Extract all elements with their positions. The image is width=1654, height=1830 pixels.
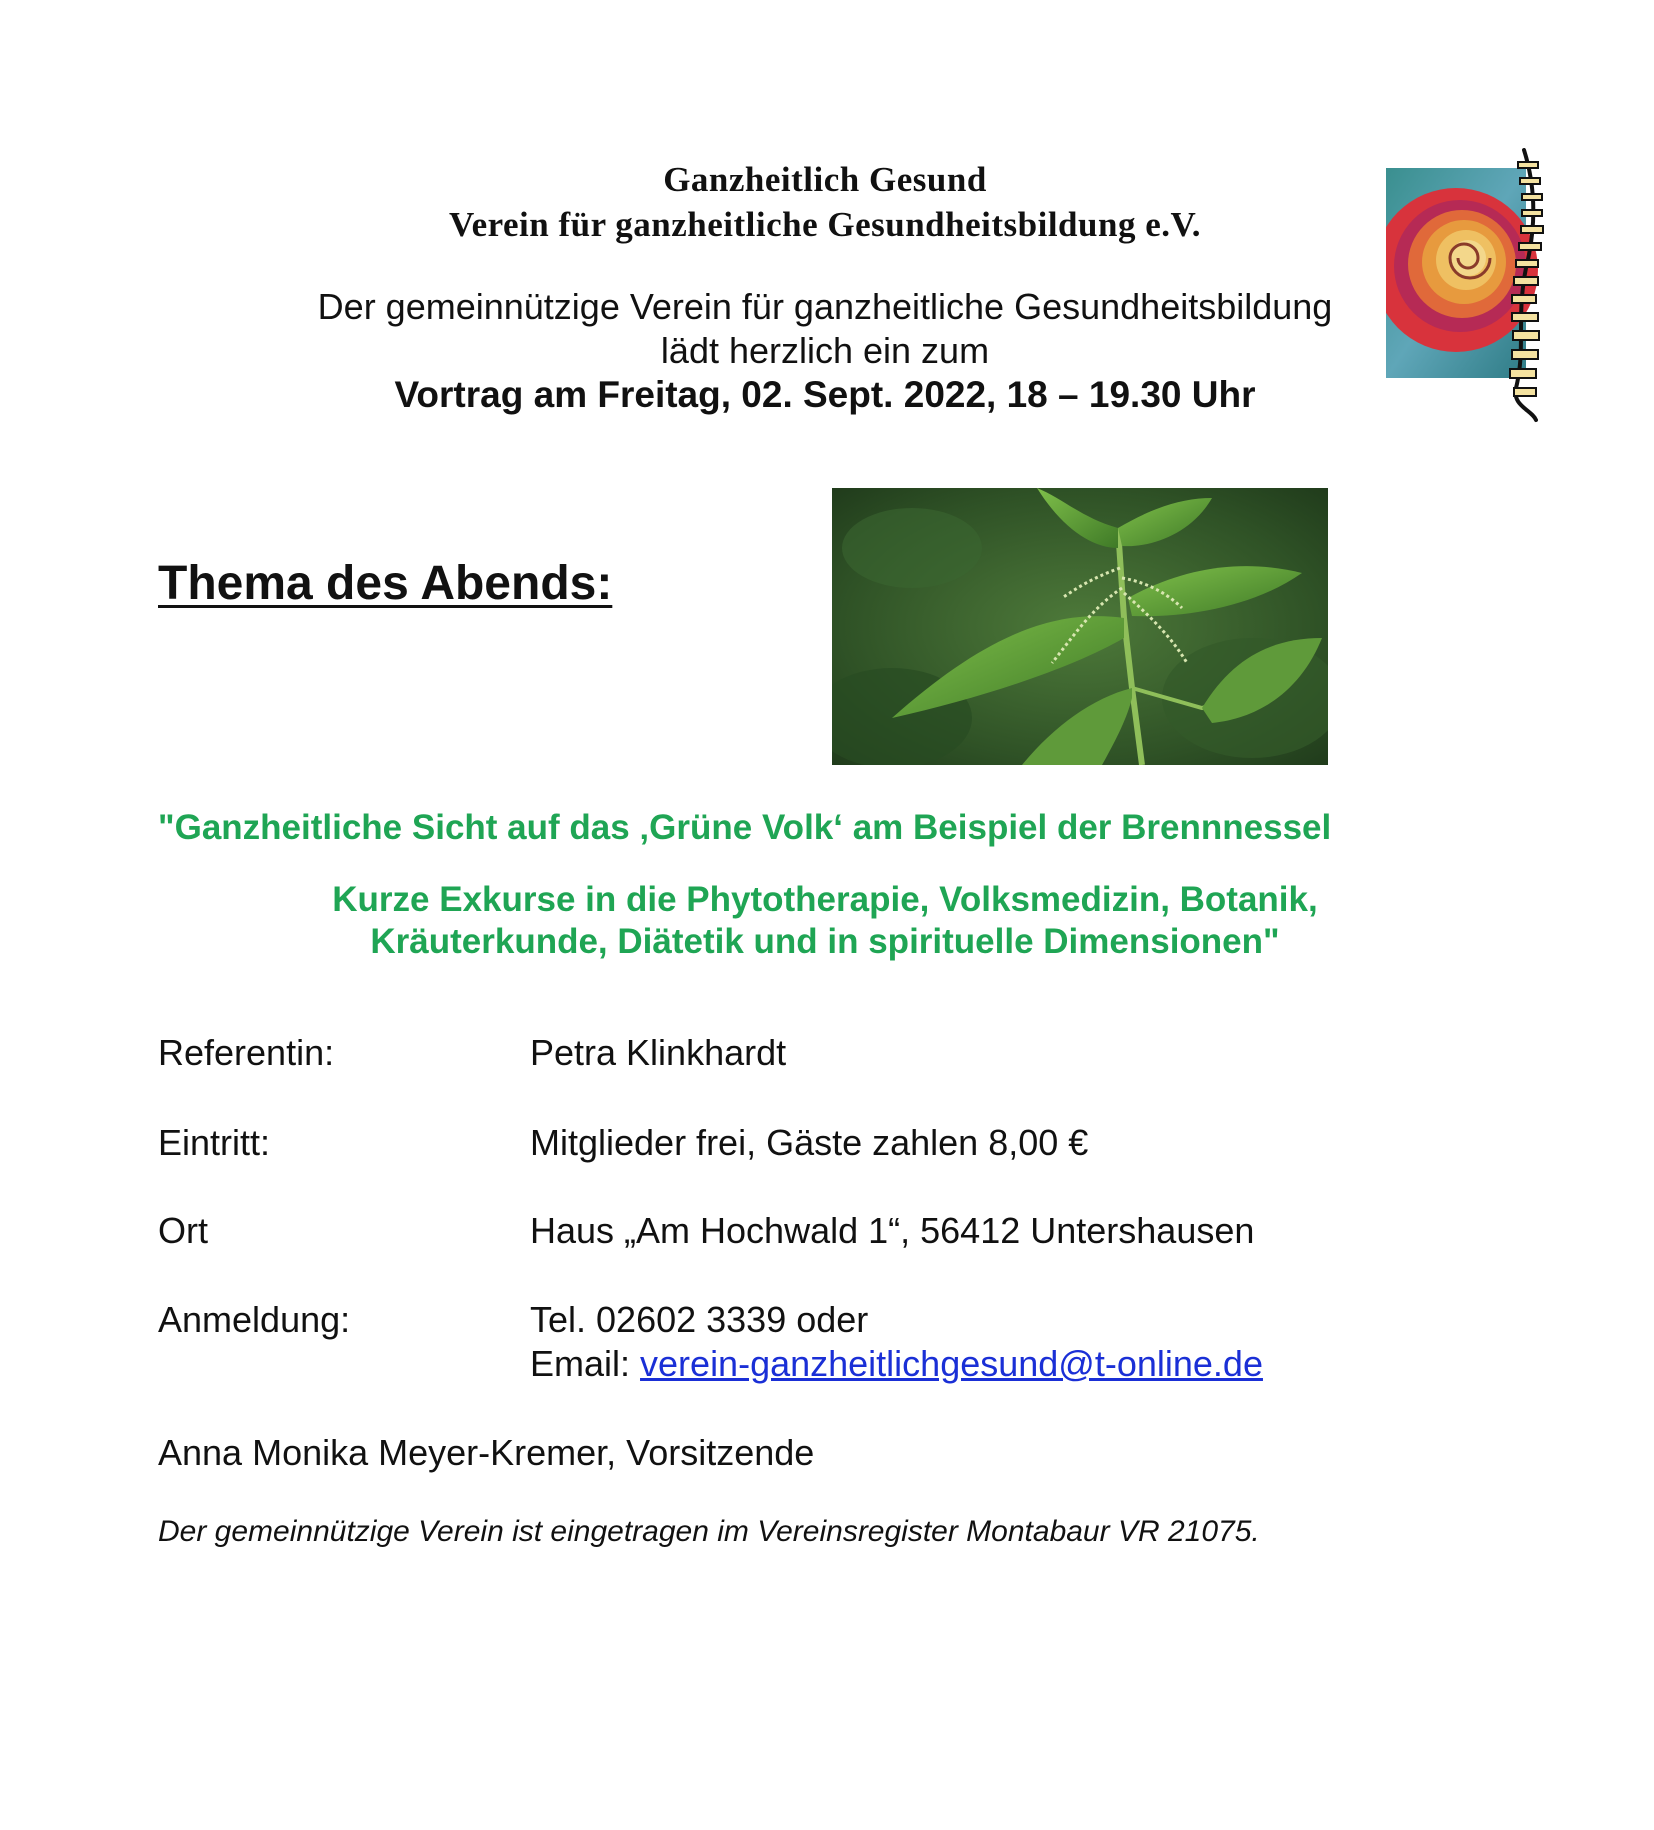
email-link[interactable]: verein-ganzheitlichgesund@t-online.de xyxy=(640,1343,1263,1384)
email-prefix: Email: xyxy=(530,1343,641,1384)
intro-line-1: Der gemeinnützige Verein für ganzheitliche Gesundheitsbildung xyxy=(317,286,1333,327)
theme-heading: Thema des Abends: xyxy=(158,557,613,610)
eintritt-label: Eintritt: xyxy=(158,1122,271,1163)
event-date-line: Vortrag am Freitag, 02. Sept. 2022, 18 – 19.30 Uhr xyxy=(394,374,1256,415)
anmeldung-label: Anmeldung: xyxy=(158,1299,351,1340)
topic-title: "Ganzheitliche Sicht auf das ‚Grüne Volk‘ am Beispiel der Brennnessel xyxy=(158,808,1332,847)
intro-line-2: lädt herzlich ein zum xyxy=(660,330,990,371)
spiral-spine-logo-icon xyxy=(1386,148,1556,428)
anmeldung-email-line xyxy=(530,1343,1263,1385)
ort-value: Haus „Am Hochwald 1“, 56412 Untershausen xyxy=(530,1210,1255,1251)
topic-subtitle-line-2: Kräuterkunde, Diätetik und in spirituelle Dimensionen" xyxy=(370,922,1280,961)
org-name: Ganzheitlich Gesund xyxy=(663,160,987,199)
stinging-nettle-photo xyxy=(832,488,1328,765)
referentin-value: Petra Klinkhardt xyxy=(530,1032,787,1073)
register-note: Der gemeinnützige Verein ist eingetragen im Vereinsregister Montabaur VR 21075. xyxy=(158,1515,1260,1548)
referentin-label: Referentin: xyxy=(158,1032,335,1073)
eintritt-value: Mitglieder frei, Gäste zahlen 8,00 € xyxy=(530,1122,1089,1163)
topic-subtitle-line-1: Kurze Exkurse in die Phytotherapie, Volksmedizin, Botanik, xyxy=(332,880,1318,919)
anmeldung-phone: Tel. 02602 3339 oder xyxy=(530,1299,869,1340)
signature-line: Anna Monika Meyer-Kremer, Vorsitzende xyxy=(158,1432,815,1473)
org-subtitle: Verein für ganzheitliche Gesundheitsbildung e.V. xyxy=(449,205,1201,244)
ort-label: Ort xyxy=(158,1210,208,1251)
